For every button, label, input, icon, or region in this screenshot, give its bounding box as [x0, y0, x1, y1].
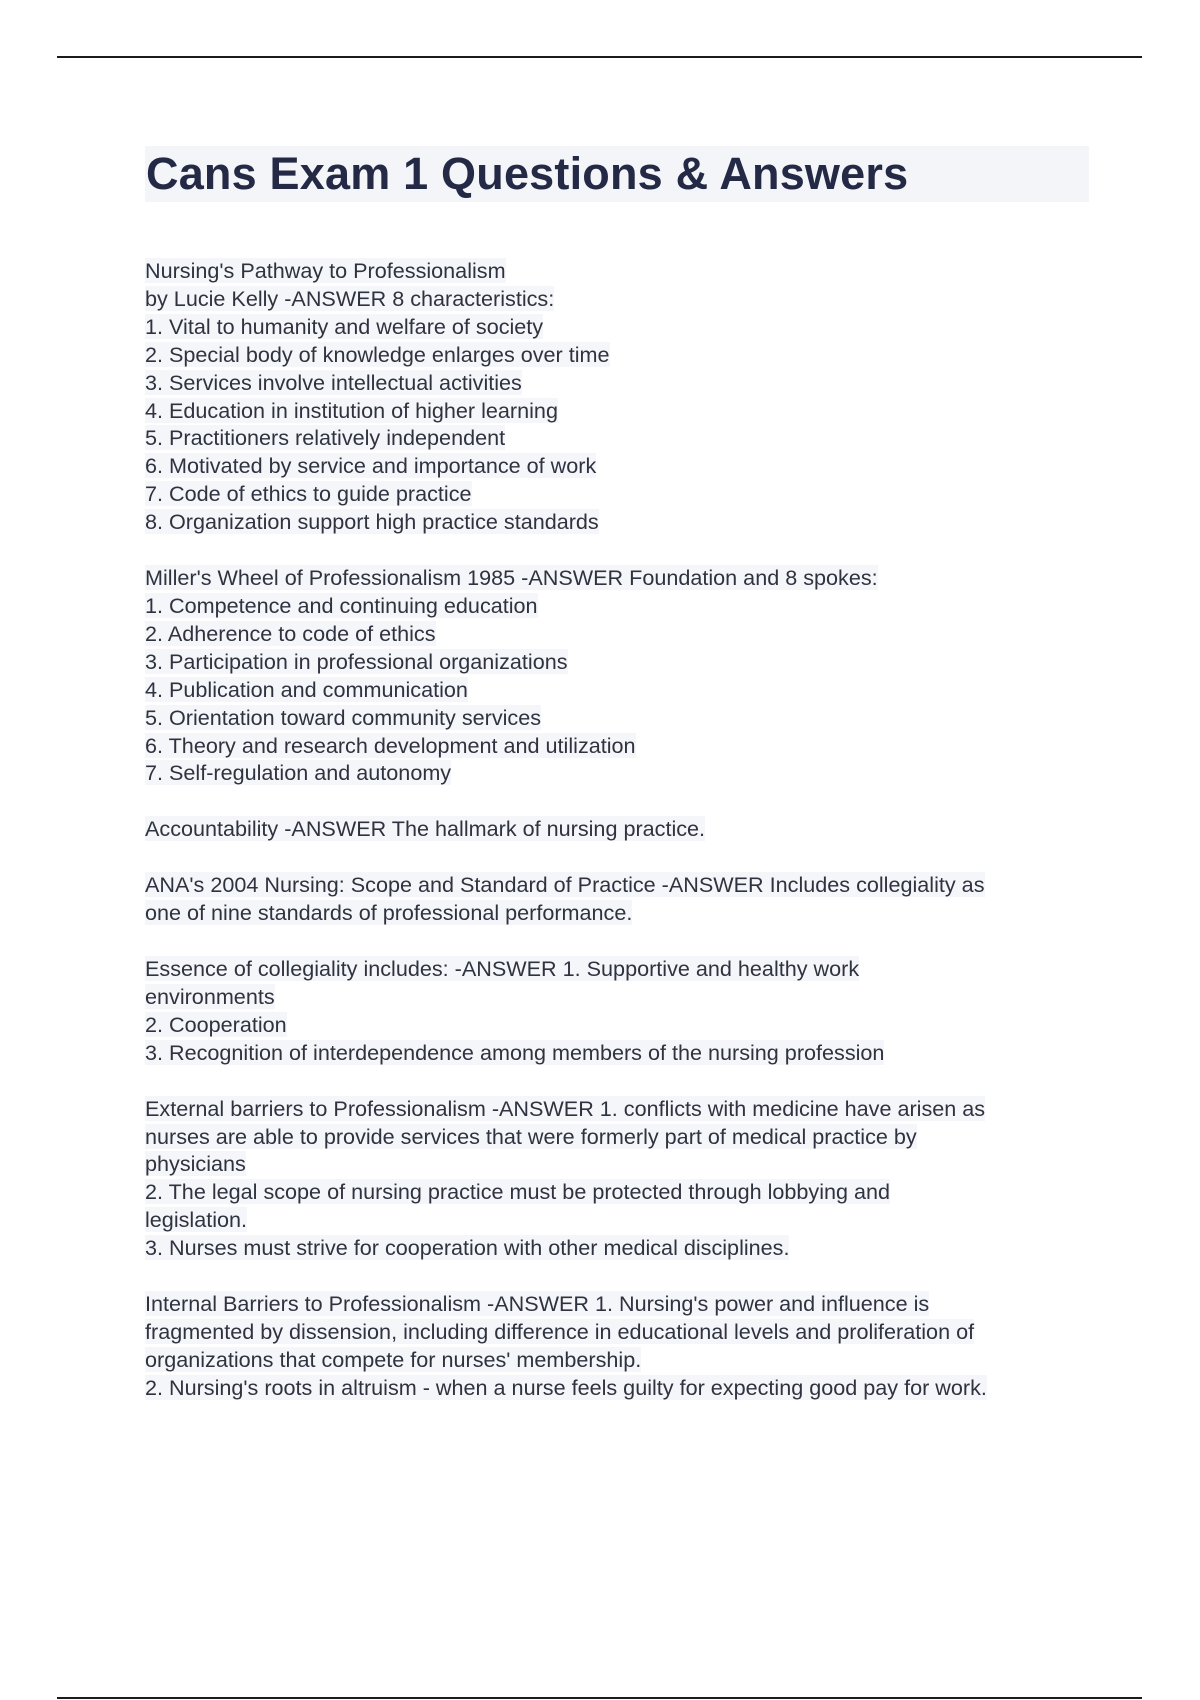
qa-line-text: 5. Orientation toward community services	[145, 704, 542, 730]
qa-line	[145, 815, 1095, 843]
qa-line-text: 2. Cooperation	[145, 1011, 287, 1037]
qa-line	[145, 1290, 1095, 1318]
qa-line	[145, 899, 1095, 927]
qa-line-text: physicians	[145, 1151, 246, 1177]
qa-line-text: 3. Nurses must strive for cooperation with other medical disciplines.	[145, 1235, 790, 1261]
qa-line	[145, 341, 1095, 369]
qa-line	[145, 592, 1095, 620]
qa-line	[145, 732, 1095, 760]
qa-line	[145, 648, 1095, 676]
qa-line-text: 6. Motivated by service and importance of work	[145, 453, 597, 479]
qa-line-text: 4. Publication and communication	[145, 676, 468, 702]
qa-line	[145, 1123, 1095, 1151]
top-rule	[57, 56, 1142, 58]
qa-entry	[145, 871, 1095, 927]
qa-line	[145, 1206, 1095, 1234]
qa-entry	[145, 1290, 1095, 1402]
qa-line	[145, 620, 1095, 648]
qa-line	[145, 452, 1095, 480]
qa-line	[145, 397, 1095, 425]
qa-line	[145, 1095, 1095, 1123]
qa-line-text: 1. Vital to humanity and welfare of society	[145, 313, 544, 339]
qa-line-text: 6. Theory and research development and utilization	[145, 732, 636, 758]
qa-line-text: Nursing's Pathway to Professionalism	[145, 258, 506, 283]
qa-line	[145, 564, 1095, 592]
qa-line-text: Internal Barriers to Professionalism -ANSWER 1. Nursing's power and influence is	[145, 1291, 930, 1317]
qa-entry	[145, 815, 1095, 843]
qa-line	[145, 676, 1095, 704]
qa-line-text: Miller's Wheel of Professionalism 1985 -ANSWER Foundation and 8 spokes:	[145, 565, 878, 591]
qa-entry	[145, 564, 1095, 787]
qa-line-text: legislation.	[145, 1207, 248, 1233]
qa-line-text: 8. Organization support high practice standards	[145, 509, 599, 535]
qa-line-text: 7. Self-regulation and autonomy	[145, 760, 452, 786]
bottom-rule	[57, 1697, 1142, 1699]
qa-line	[145, 424, 1095, 452]
qa-line	[145, 1039, 1095, 1067]
qa-line	[145, 704, 1095, 732]
qa-line-text: 7. Code of ethics to guide practice	[145, 481, 472, 507]
qa-line-text: 1. Competence and continuing education	[145, 592, 538, 618]
qa-line	[145, 508, 1095, 536]
qa-line-text: 2. Nursing's roots in altruism - when a nurse feels guilty for expecting good pay for work.	[145, 1374, 987, 1400]
page-title: Cans Exam 1 Questions & Answers	[146, 148, 909, 199]
qa-list	[145, 257, 1095, 1430]
qa-line	[145, 369, 1095, 397]
qa-line-text: External barriers to Professionalism -ANSWER 1. conflicts with medicine have arisen as	[145, 1095, 986, 1121]
qa-line	[145, 285, 1095, 313]
qa-line	[145, 955, 1095, 983]
qa-line	[145, 1374, 1095, 1402]
qa-line-text: 2. Adherence to code of ethics	[145, 620, 436, 646]
qa-line-text: 3. Recognition of interdependence among members of the nursing profession	[145, 1039, 885, 1065]
qa-line-text: fragmented by dissension, including difference in educational levels and proliferation of	[145, 1319, 975, 1344]
qa-line-text: environments	[145, 983, 275, 1009]
qa-line	[145, 1178, 1095, 1206]
qa-line	[145, 871, 1095, 899]
qa-line-text: Accountability -ANSWER The hallmark of nursing practice.	[145, 816, 706, 842]
qa-line-text: 5. Practitioners relatively independent	[145, 425, 506, 451]
qa-line-text: 4. Education in institution of higher learning	[145, 397, 558, 423]
qa-entry	[145, 1095, 1095, 1262]
qa-line	[145, 1150, 1095, 1178]
qa-line	[145, 313, 1095, 341]
qa-line-text: nurses are able to provide services that were formerly part of medical practice by	[145, 1123, 917, 1149]
qa-line-text: ANA's 2004 Nursing: Scope and Standard of Practice -ANSWER Includes collegiality as	[145, 872, 985, 898]
qa-line-text: one of nine standards of professional performance.	[145, 900, 633, 926]
qa-line-text: 3. Participation in professional organizations	[145, 648, 568, 674]
qa-line-text: 3. Services involve intellectual activities	[145, 369, 522, 395]
qa-entry	[145, 257, 1095, 536]
qa-line	[145, 1346, 1095, 1374]
qa-line-text: 2. Special body of knowledge enlarges over time	[145, 341, 610, 367]
qa-line	[145, 257, 1095, 285]
qa-line	[145, 1011, 1095, 1039]
qa-line	[145, 759, 1095, 787]
qa-line	[145, 1318, 1095, 1346]
qa-entry	[145, 955, 1095, 1067]
qa-line-text: 2. The legal scope of nursing practice must be protected through lobbying and	[145, 1179, 891, 1205]
qa-line-text: organizations that compete for nurses' membership.	[145, 1346, 642, 1372]
qa-line	[145, 983, 1095, 1011]
qa-line	[145, 1234, 1095, 1262]
qa-line-text: Essence of collegiality includes: -ANSWER 1. Supportive and healthy work	[145, 956, 860, 982]
qa-line	[145, 480, 1095, 508]
qa-line-text: by Lucie Kelly -ANSWER 8 characteristics:	[145, 285, 555, 311]
